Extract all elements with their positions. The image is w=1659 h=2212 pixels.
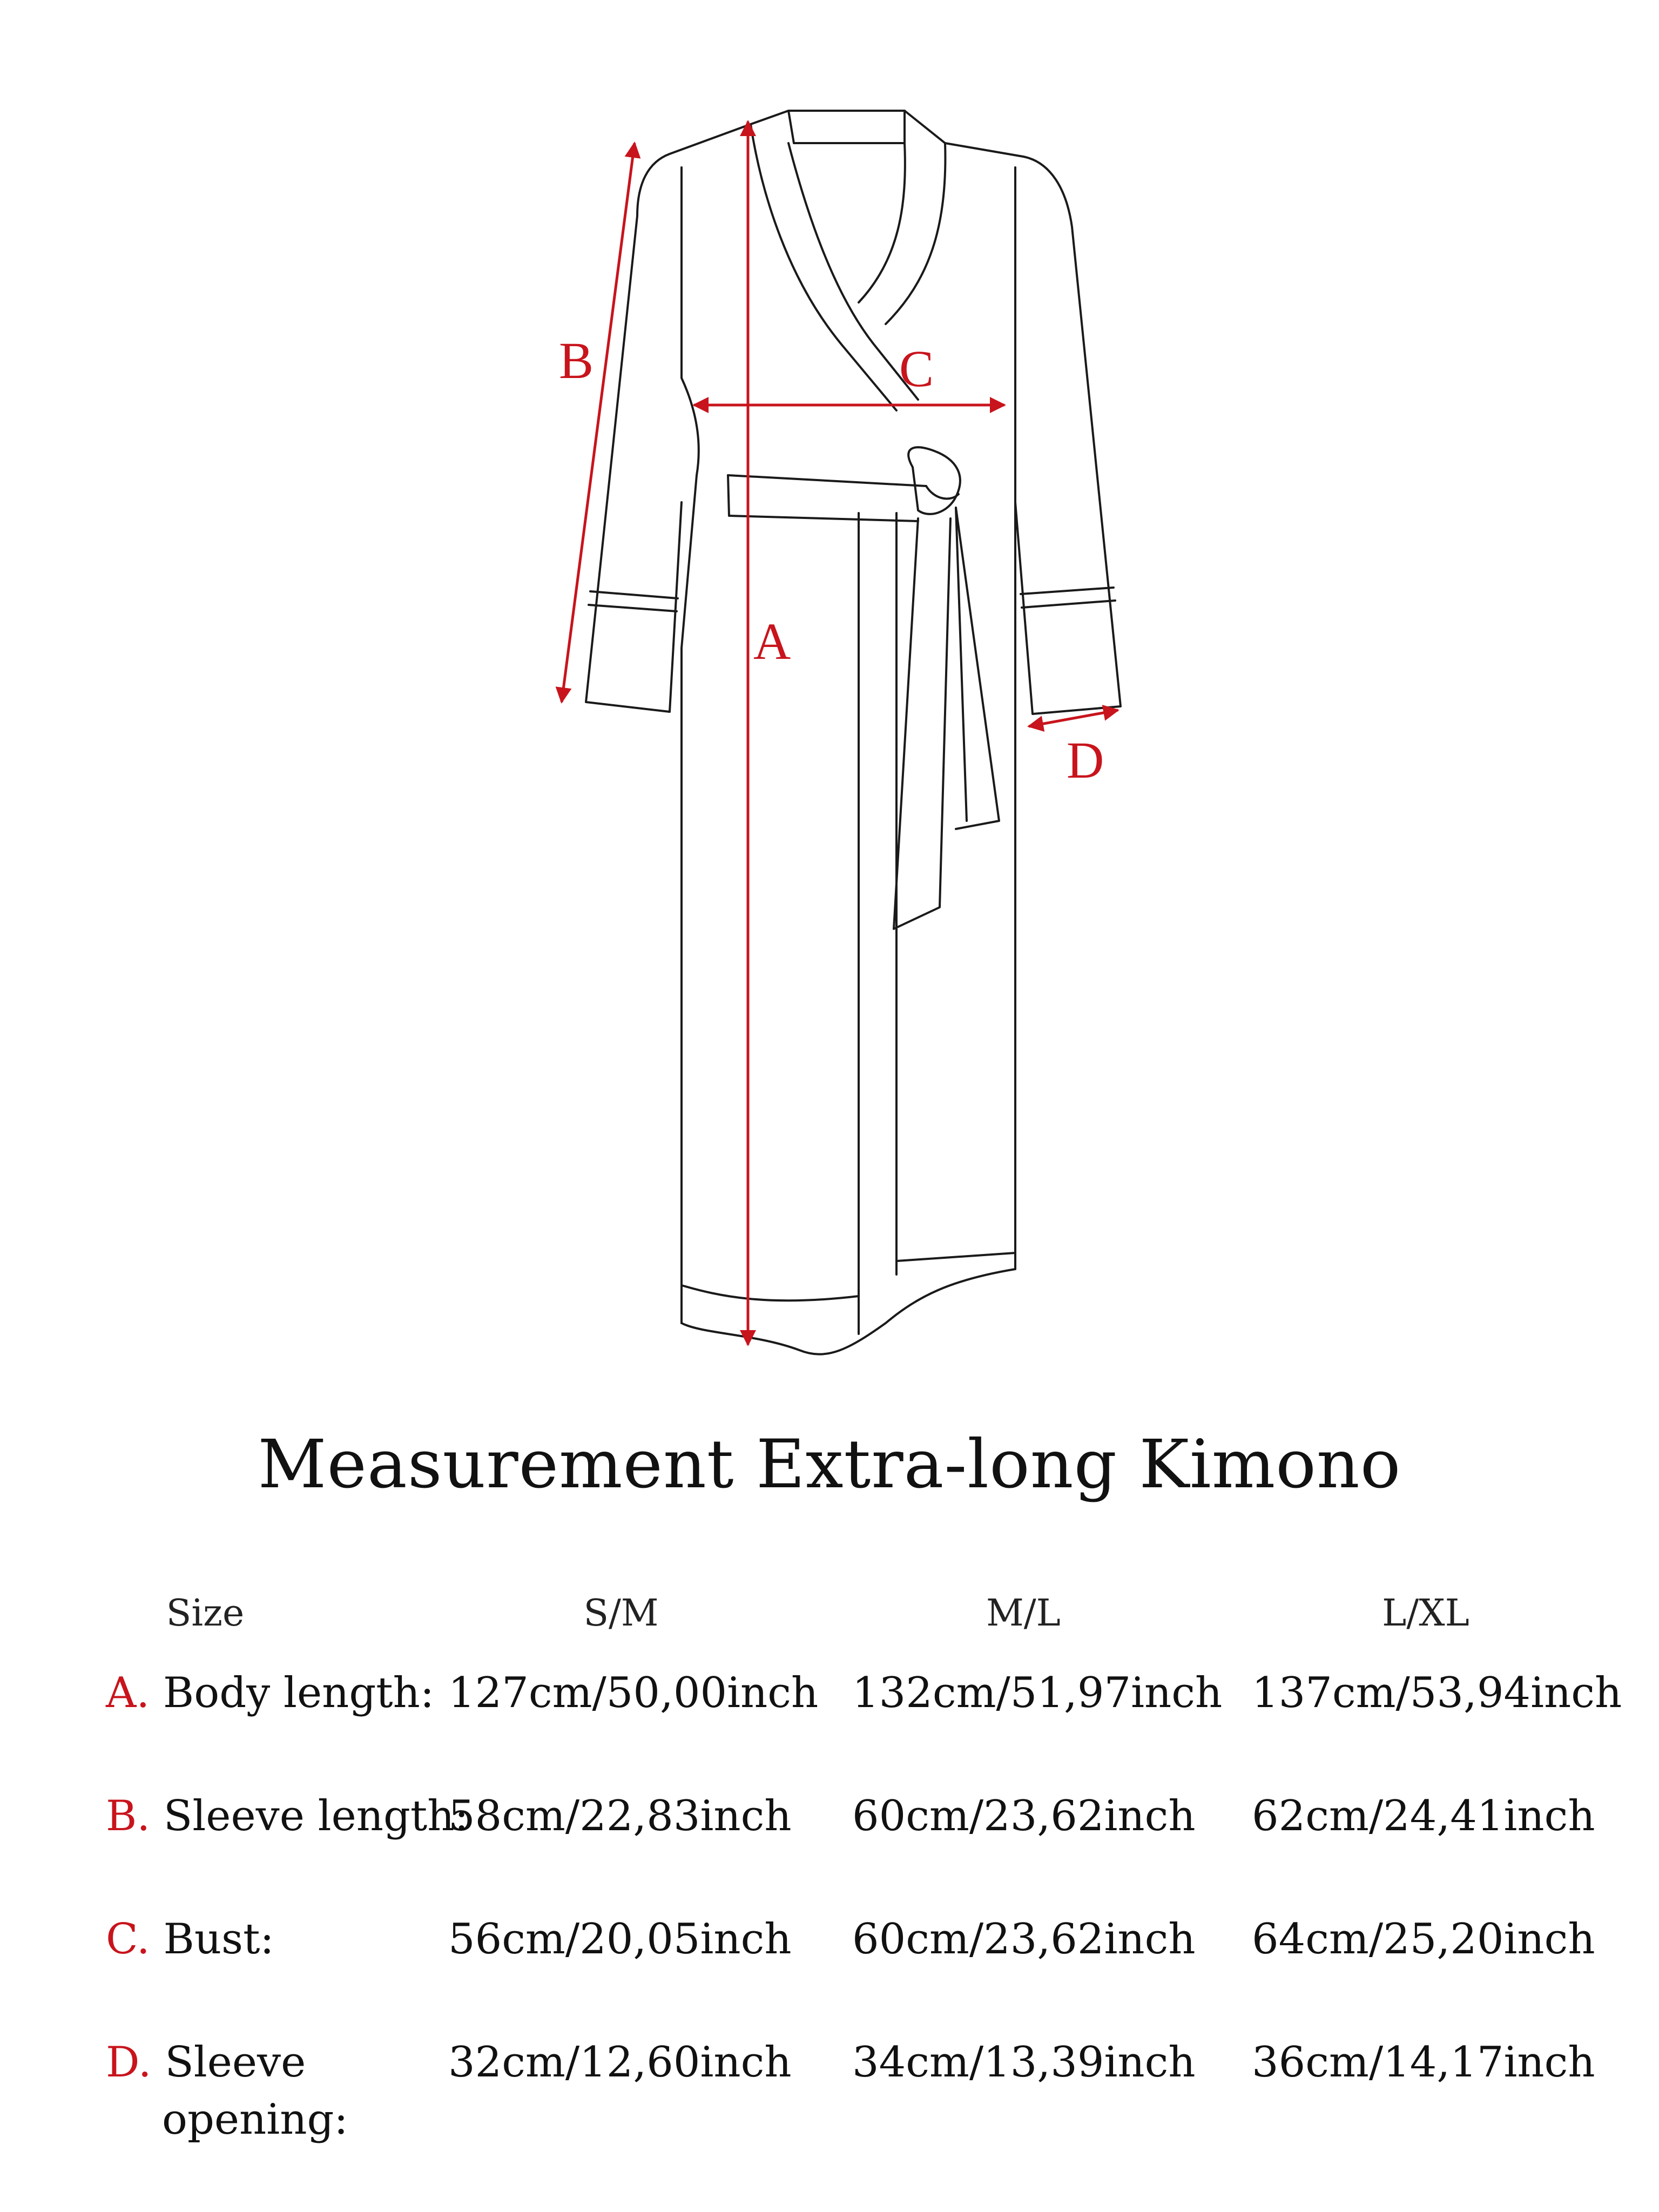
row-label-bust (106, 1915, 274, 1964)
row-letter: A. (106, 1669, 150, 1717)
cell-c-sm: 56cm/20,05inch (448, 1915, 792, 1964)
row-letter: D. (106, 2038, 152, 2087)
row-letter: C. (106, 1915, 150, 1964)
header-ml: M/L (986, 1592, 1061, 1635)
marker-a: A (753, 612, 791, 670)
cell-d-sm: 32cm/12,60inch (448, 2038, 792, 2087)
row-label-sleeve-length (106, 1792, 469, 1840)
cell-a-ml: 132cm/51,97inch (852, 1669, 1223, 1717)
header-size: Size (166, 1592, 245, 1635)
row-label-sleeve-opening (106, 2038, 306, 2087)
cell-b-lxl: 62cm/24,41inch (1252, 1792, 1595, 1840)
marker-b: B (559, 332, 594, 389)
row-label-text: Body length: (163, 1669, 435, 1717)
row-label-text: Sleeve (165, 2038, 306, 2087)
marker-d: D (1067, 731, 1104, 789)
cell-c-ml: 60cm/23,62inch (852, 1915, 1196, 1964)
cell-b-sm: 58cm/22,83inch (448, 1792, 792, 1840)
kimono-outline (586, 111, 1121, 1354)
cell-a-lxl: 137cm/53,94inch (1252, 1669, 1622, 1717)
cell-d-ml: 34cm/13,39inch (852, 2038, 1196, 2087)
row-label-text: Sleeve length: (163, 1792, 469, 1840)
row-letter: B. (106, 1792, 151, 1840)
page-title: Measurement Extra-long Kimono (258, 1426, 1401, 1503)
cell-a-sm: 127cm/50,00inch (448, 1669, 819, 1717)
arrow-b (562, 143, 635, 702)
row-label-body-length (106, 1669, 434, 1717)
row-label-text: Bust: (163, 1915, 274, 1964)
marker-c: C (899, 340, 934, 397)
row-label-continuation: opening: (162, 2095, 348, 2144)
measurement-arrows (562, 122, 1118, 1345)
cell-d-lxl: 36cm/14,17inch (1252, 2038, 1595, 2087)
header-sm: S/M (583, 1592, 659, 1635)
header-lxl: L/XL (1382, 1592, 1469, 1635)
cell-c-lxl: 64cm/25,20inch (1252, 1915, 1595, 1964)
cell-b-ml: 60cm/23,62inch (852, 1792, 1196, 1840)
